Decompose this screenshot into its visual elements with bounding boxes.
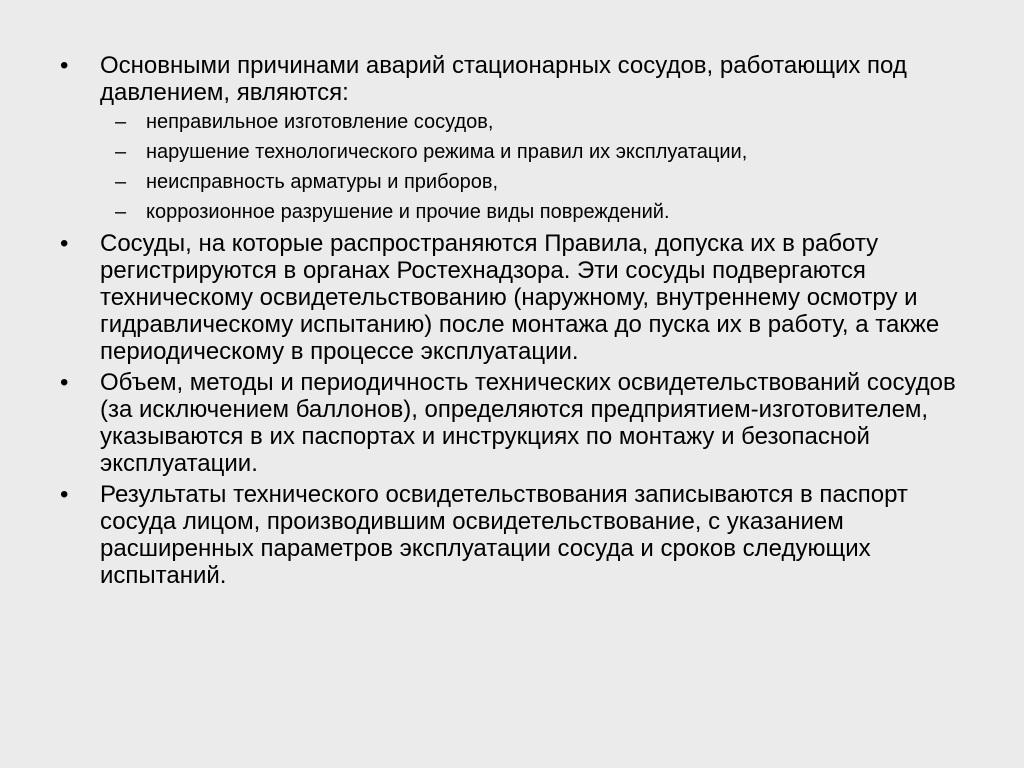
bullet-icon: • <box>60 481 69 508</box>
dash-icon: – <box>115 141 127 163</box>
bullet-item-inspection-results <box>60 481 964 589</box>
bullet-list <box>60 52 964 589</box>
sub-item <box>100 140 964 164</box>
sub-item-text: коррозионное разрушение и прочие виды повреждений. <box>146 201 670 223</box>
sub-item-text: неисправность арматуры и приборов, <box>146 171 499 193</box>
bullet-text: Сосуды, на которые распространяются Правила, допуска их в работу регистрируются в органах Ростехнадзора. Эти сосуды подвергаются техническому освидетельствованию (наружному, внутреннему осмотру и гидравлическому испытанию) после монтажа до пуска их в работу, а также периодическому в процессе эксплуатации. <box>100 230 940 365</box>
bullet-text: Результаты технического освидетельствования записываются в паспорт сосуда лицом, производившим освидетельствование, с указанием расширенных параметров эксплуатации сосуда и сроков следующих испытаний. <box>100 481 908 589</box>
sub-item <box>100 170 964 194</box>
dash-icon: – <box>115 171 127 193</box>
sub-item-text: нарушение технологического режима и правил их эксплуатации, <box>146 141 748 163</box>
bullet-text: Основными причинами аварий стационарных сосудов, работающих под давлением, являются: <box>100 52 907 106</box>
sub-list <box>100 110 964 224</box>
bullet-item-registration <box>60 230 964 365</box>
sub-item <box>100 200 964 224</box>
dash-icon: – <box>115 201 127 223</box>
bullet-text: Объем, методы и периодичность технических освидетельствований сосудов (за исключением баллонов), определяются предприятием-изготовителем, указываются в их паспортах и инструкциях по монтажу и безопасной эксплуатации. <box>100 369 956 477</box>
bullet-icon: • <box>60 52 69 79</box>
dash-icon: – <box>115 111 127 133</box>
sub-item <box>100 110 964 134</box>
bullet-icon: • <box>60 230 69 257</box>
bullet-icon: • <box>60 369 69 396</box>
bullet-item-inspection-scope <box>60 369 964 477</box>
bullet-item-accident-causes <box>60 52 964 224</box>
sub-item-text: неправильное изготовление сосудов, <box>146 111 494 133</box>
